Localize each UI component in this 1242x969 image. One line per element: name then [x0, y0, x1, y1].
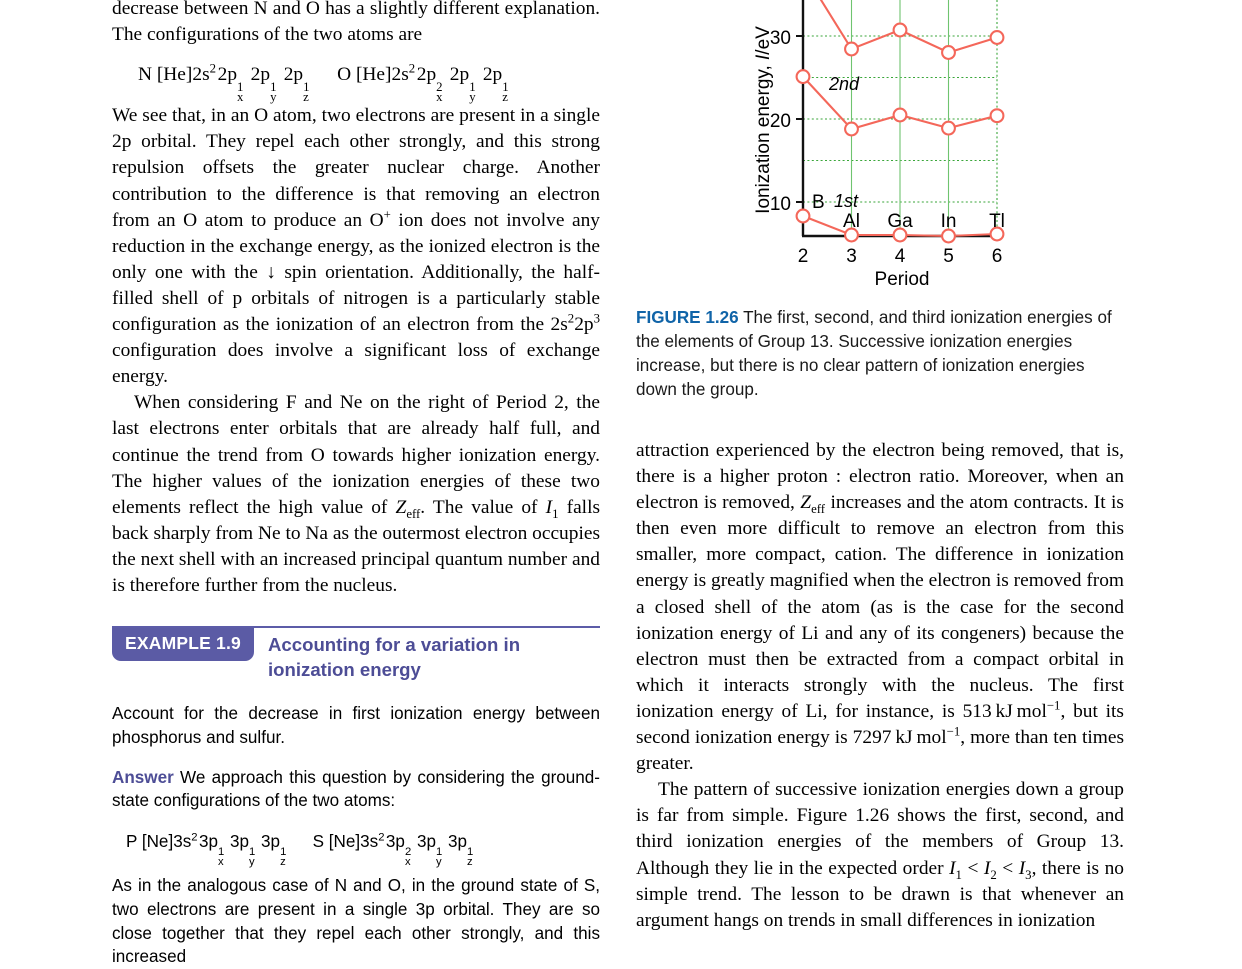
example-question: Account for the decrease in first ionization energy between phosphorus and sulfur.: [112, 704, 600, 747]
example-badge: EXAMPLE 1.9: [112, 628, 254, 661]
config-phosphorus: P $[Ne]3s^2$ 3p 1 x 3p 1 y 3p 1 z: [126, 831, 287, 868]
point-label-Tl: Tl: [989, 211, 1005, 232]
point-label-B: B: [812, 192, 825, 213]
chart-svg: [636, 0, 1124, 290]
right-column: [636, 438, 1124, 934]
config-sulfur: S $[Ne]3s^2$ 3p 2 x 3p 1 y 3p 1 z: [312, 831, 474, 868]
figure-caption-text: The first, second, and third ionization energies of the elements of Group 13. Successive ionization energies increase, but there is no clear pattern of ionization energies down the group.: [636, 308, 1112, 399]
paragraph-oxygen-repulsion: We see that, in an O atom, two electrons are present in a single 2p orbital. They repel each other strongly, and this strong repulsion offsets the greater nuclear charge. Another contribution to the difference is that removing an electron from an O atom to produce an O+ ion does not involve any reduction in the exchange energy, as the ionized electron is the only one with the ↓ spin orientation. Additionally, the half-filled shell of p orbitals of nitrogen is a particularly stable configuration as the ionization of an electron from the $2s^22p^3$ configuration does involve a significant loss of exchange energy.: [112, 105, 600, 388]
point-label-Ga: Ga: [887, 211, 913, 232]
x-tick-5: 5: [943, 246, 954, 267]
series-annotations: [828, 74, 860, 211]
figure-1-26: [636, 0, 1124, 402]
y-axis-title: Ionization energy, I/eV: [753, 26, 774, 214]
x-tick-labels: [798, 246, 1003, 267]
series-3rd-ionization: [803, 0, 1003, 59]
x-tick-3: 3: [846, 246, 857, 267]
paragraph-continued: decrease between N and O has a slightly different explana​tion. The configurations of the two atoms are: [112, 0, 600, 46]
left-column: [112, 0, 600, 969]
point-label-Al: Al: [843, 211, 860, 232]
example-header: [112, 628, 600, 682]
y-tick-30: 30: [769, 28, 791, 49]
x-tick-2: 2: [797, 246, 809, 267]
x-tick-4: 4: [894, 246, 906, 267]
figure-caption: [636, 306, 1124, 402]
annotation-2nd: 2nd: [829, 74, 860, 94]
x-tick-6: 6: [991, 246, 1003, 267]
paragraph-pattern: The pattern of successive ionization energies down a group is far from simple. Figure 1.26 shows the first, second, and third ionization energies of the members of Group 13. Although they lie in the expected order $I_1 < I_2 < I_3$, there is no simple trend. The lesson to be drawn is that whenever an argument hangs on trends in small differences in ionization: [636, 779, 1124, 931]
electron-configuration-line-N-O: [112, 61, 600, 105]
example-answer-paragraph: [112, 766, 600, 814]
y-tick-10: 10: [769, 194, 791, 215]
electron-configuration-line-P-S: [112, 830, 600, 868]
config-nitrogen: N $[He]2s^2$ 2p 1 x 2p 1 y 2p 1 z: [138, 61, 310, 105]
paragraph-attraction: attraction experienced by the electron being removed, that is, there is a higher proton : electron ratio. Moreover, when an electron is removed, $Z_{eff}$ increases and the atom con​tracts. It is then even more difficult to remove an electron from this smaller, more compact, cation. The difference in ionization energy is greatly magnified when the electron is removed from a closed shell of the atom (as is the case for the second ionization energy of Li and any of its congeners) because the electron must then be extracted from a compact orbital in which it interacts strongly with the nucleus. The first ionization energy of Li, for instance, is 513 kJ mol$^{-1}$, but its second ionization energy is 7297 kJ mol$^{-1}$, more than ten times greater.: [636, 440, 1125, 775]
x-axis-title: Period: [874, 269, 930, 290]
paragraph-fluorine-neon: When considering F and Ne on the right of Period 2, the last electrons enter orbitals that are already half full, and continue the trend from O towards higher ionization energy. The higher values of the ionization energies of these two elements reflect the high value of $Z_{eff}$. The value of $I_1$ falls back sharply from Ne to Na as the outermost electron occupies the next shell with an increased principal quantum number and is therefore further from the nucleus.: [112, 392, 600, 596]
answer-intro: We approach this question by considering the ground-state configurations of the two atoms:: [112, 767, 600, 811]
example-title: Accounting for a variation in ionization energy: [267, 634, 521, 680]
example-explanation: As in the analogous case of N and O, in the ground state of S, two electrons are present in a single 3p orbital. They are so close together that they repel each other strongly, and this increased: [112, 876, 600, 967]
y-tick-20: 20: [769, 111, 791, 132]
point-label-In: In: [940, 211, 957, 232]
figure-caption-label: FIGURE 1.26: [636, 308, 739, 327]
config-oxygen: O $[He]2s^2$ 2p 2 x 2p 1 y 2p 1 z: [337, 61, 509, 105]
annotation-1st: 1st: [834, 191, 859, 211]
chart-ionization-energies: [636, 0, 1124, 290]
answer-label: Answer: [112, 767, 174, 787]
